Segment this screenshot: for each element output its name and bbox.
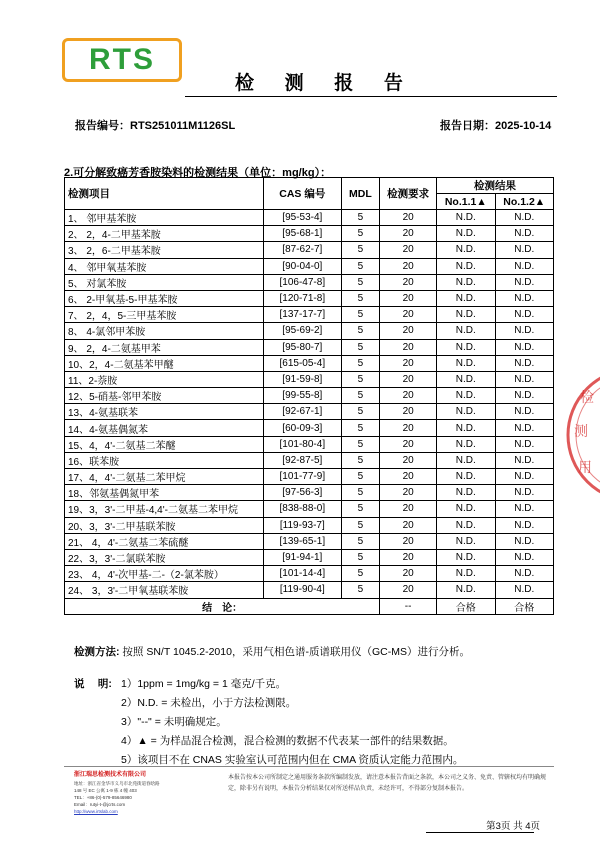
result-sample1: N.D. (437, 339, 495, 355)
cas-number: [91-94-1] (264, 549, 341, 565)
cas-number: [95-53-4] (264, 210, 341, 226)
note-item: 5）该项目不在 CNAS 实验室认可范围内但在 CMA 资质认定能力范围内。 (121, 754, 464, 766)
item-name: 20、3，3'-二甲基联苯胺 (65, 517, 264, 533)
mdl-value: 5 (341, 339, 380, 355)
svg-text:检: 检 (580, 390, 594, 406)
item-name: 23、 4，4'-次甲基-二-（2-氯苯胺） (65, 566, 264, 582)
cas-number: [139-65-1] (264, 533, 341, 549)
item-name: 10、2，4-二氨基苯甲醚 (65, 355, 264, 371)
company-address-2: 148 号 EC 公寓 1-9 栋 4 幢 403 (74, 788, 137, 793)
cas-number: [615-05-4] (264, 355, 341, 371)
result-sample1: N.D. (437, 355, 495, 371)
conclusion-label: 结 论： (65, 598, 380, 614)
report-number-label: 报告编号： (75, 120, 130, 132)
result-sample2: N.D. (495, 533, 553, 549)
result-sample1: N.D. (437, 485, 495, 501)
result-sample1: N.D. (437, 501, 495, 517)
item-name: 13、4-氨基联苯 (65, 404, 264, 420)
company-tel: TEL：+86-(0)-579-85646980 (74, 795, 132, 800)
cas-number: [92-67-1] (264, 404, 341, 420)
cas-number: [95-68-1] (264, 226, 341, 242)
note-item: 1）1ppm = 1mg/kg = 1 毫克/千克。 (121, 678, 287, 690)
result-sample1: N.D. (437, 404, 495, 420)
mdl-value: 5 (341, 436, 380, 452)
company-website-link[interactable]: http://www.irtslab.com (74, 809, 118, 814)
table-row (65, 436, 554, 452)
table-row (65, 388, 554, 404)
mdl-value: 5 (341, 452, 380, 468)
result-sample2: N.D. (495, 339, 553, 355)
result-sample1: N.D. (437, 566, 495, 582)
result-sample2: N.D. (495, 566, 553, 582)
result-sample1: N.D. (437, 452, 495, 468)
cas-number: [119-93-7] (264, 517, 341, 533)
table-row (65, 371, 554, 387)
cas-number: [838-88-0] (264, 501, 341, 517)
result-sample1: N.D. (437, 323, 495, 339)
table-row (65, 420, 554, 436)
mdl-value: 5 (341, 420, 380, 436)
report-date: 2025-10-14 (495, 120, 552, 132)
table-row (65, 226, 554, 242)
notes-label: 说 明: (74, 678, 112, 690)
conclusion-sample2: 合格 (495, 598, 553, 614)
mdl-value: 5 (341, 404, 380, 420)
cas-number: [91-59-8] (264, 371, 341, 387)
table-row (65, 452, 554, 468)
footer-disclaimer: 本报告按本公司所制定之通用服务条款所编制发放，请注意本报告背面之条款，本公司之义务、免责、管辖权均有明确规定，除非另有说明，本报告分析结果仅对所送样品负责，未经许可，不得部分复制本报告。 (228, 775, 547, 792)
requirement-value: 20 (380, 549, 437, 565)
mdl-value: 5 (341, 355, 380, 371)
result-sample2: N.D. (495, 404, 553, 420)
cas-number: [97-56-3] (264, 485, 341, 501)
table-row (65, 274, 554, 290)
company-name: 浙江瑞思检测技术有限公司 (74, 772, 147, 778)
result-sample2: N.D. (495, 371, 553, 387)
result-sample1: N.D. (437, 226, 495, 242)
result-sample2: N.D. (495, 420, 553, 436)
result-sample2: N.D. (495, 258, 553, 274)
cas-number: [95-80-7] (264, 339, 341, 355)
result-sample2: N.D. (495, 517, 553, 533)
svg-text:测: 测 (574, 424, 588, 440)
result-sample2: N.D. (495, 355, 553, 371)
requirement-value: 20 (380, 323, 437, 339)
requirement-value: 20 (380, 388, 437, 404)
cas-number: [137-17-7] (264, 307, 341, 323)
requirement-value: 20 (380, 258, 437, 274)
mdl-value: 5 (341, 258, 380, 274)
header-sample2: No.1.2▲ (495, 194, 553, 210)
cas-number: [87-62-7] (264, 242, 341, 258)
mdl-value: 5 (341, 323, 380, 339)
results-body (65, 210, 554, 615)
table-row (65, 566, 554, 582)
table-row (65, 307, 554, 323)
cas-number: [106-47-8] (264, 274, 341, 290)
report-number: RTS251011M1126SL (130, 120, 236, 132)
mdl-value: 5 (341, 501, 380, 517)
item-name: 4、 邻甲氧基苯胺 (65, 258, 264, 274)
conclusion-row (65, 598, 554, 614)
requirement-value: 20 (380, 436, 437, 452)
requirement-value: 20 (380, 210, 437, 226)
result-sample1: N.D. (437, 307, 495, 323)
header-mdl: MDL (341, 178, 380, 210)
item-name: 21、 4，4'-二氨基二苯硫醚 (65, 533, 264, 549)
company-info (74, 771, 214, 815)
result-sample2: N.D. (495, 290, 553, 306)
table-row (65, 404, 554, 420)
requirement-value: 20 (380, 582, 437, 598)
table-row (65, 533, 554, 549)
mdl-value: 5 (341, 388, 380, 404)
cas-number: [92-87-5] (264, 452, 341, 468)
result-sample1: N.D. (437, 549, 495, 565)
result-sample1: N.D. (437, 436, 495, 452)
result-sample1: N.D. (437, 469, 495, 485)
table-row (65, 549, 554, 565)
cas-number: [101-77-9] (264, 469, 341, 485)
result-sample2: N.D. (495, 388, 553, 404)
mdl-value: 5 (341, 290, 380, 306)
item-name: 6、 2-甲氧基-5-甲基苯胺 (65, 290, 264, 306)
mdl-value: 5 (341, 242, 380, 258)
requirement-value: 20 (380, 533, 437, 549)
mdl-value: 5 (341, 566, 380, 582)
result-sample2: N.D. (495, 226, 553, 242)
requirement-value: 20 (380, 469, 437, 485)
note-item: 4）▲ = 为样品混合检测，混合检测的数据不代表某一部件的结果数据。 (121, 735, 454, 747)
result-sample1: N.D. (437, 258, 495, 274)
mdl-value: 5 (341, 517, 380, 533)
table-row (65, 485, 554, 501)
mdl-value: 5 (341, 533, 380, 549)
result-sample1: N.D. (437, 210, 495, 226)
mdl-value: 5 (341, 582, 380, 598)
item-name: 11、2-萘胺 (65, 371, 264, 387)
note-item: 2）N.D. = 未检出，小于方法检测限。 (121, 697, 297, 709)
item-name: 15、4，4'-二氨基二苯醚 (65, 436, 264, 452)
item-name: 14、4-氨基偶氮苯 (65, 420, 264, 436)
result-sample2: N.D. (495, 323, 553, 339)
mdl-value: 5 (341, 226, 380, 242)
item-name: 2、 2，4-二甲基苯胺 (65, 226, 264, 242)
company-address: 地址：浙江省金华市义乌市北苑街道春晗路 (74, 781, 160, 786)
table-row (65, 501, 554, 517)
table-row (65, 210, 554, 226)
result-sample1: N.D. (437, 274, 495, 290)
result-sample1: N.D. (437, 517, 495, 533)
result-sample2: N.D. (495, 485, 553, 501)
header-result: 检测结果 (437, 178, 554, 194)
logo-text: RTS (89, 43, 155, 76)
note-item: 3）"--" = 未明确规定。 (121, 716, 227, 728)
table-row (65, 339, 554, 355)
mdl-value: 5 (341, 469, 380, 485)
requirement-value: 20 (380, 420, 437, 436)
method-label: 检测方法: (74, 646, 120, 658)
header-item: 检测项目 (65, 178, 264, 210)
item-name: 5、 对氯苯胺 (65, 274, 264, 290)
page-number: 第3页 共 4页 (486, 821, 540, 832)
requirement-value: 20 (380, 226, 437, 242)
table-row (65, 355, 554, 371)
item-name: 1、 邻甲基苯胺 (65, 210, 264, 226)
item-name: 8、 4-氯邻甲苯胺 (65, 323, 264, 339)
item-name: 3、 2，6-二甲基苯胺 (65, 242, 264, 258)
report-date-row (440, 117, 551, 133)
cas-number: [101-14-4] (264, 566, 341, 582)
result-sample2: N.D. (495, 274, 553, 290)
result-sample2: N.D. (495, 242, 553, 258)
requirement-value: 20 (380, 355, 437, 371)
requirement-value: 20 (380, 517, 437, 533)
results-table (64, 177, 554, 615)
svg-text:用: 用 (578, 460, 592, 476)
result-sample1: N.D. (437, 582, 495, 598)
item-name: 18、邻氨基偶氮甲苯 (65, 485, 264, 501)
result-sample2: N.D. (495, 469, 553, 485)
header-requirement: 检测要求 (380, 178, 437, 210)
result-sample1: N.D. (437, 533, 495, 549)
table-row (65, 258, 554, 274)
mdl-value: 5 (341, 485, 380, 501)
result-sample2: N.D. (495, 501, 553, 517)
footer-divider (64, 766, 554, 767)
result-sample1: N.D. (437, 388, 495, 404)
result-sample2: N.D. (495, 210, 553, 226)
item-name: 22、3，3'-二氯联苯胺 (65, 549, 264, 565)
requirement-value: 20 (380, 290, 437, 306)
seal-stamp (566, 360, 600, 510)
requirement-value: 20 (380, 501, 437, 517)
page-number-underline (426, 832, 534, 833)
header-sample1: No.1.1▲ (437, 194, 495, 210)
company-logo (62, 38, 182, 82)
method-text: 按照 SN/T 1045.2-2010，采用气相色谱-质谱联用仪（GC-MS）进行分析。 (122, 646, 470, 658)
item-name: 9、 2，4-二氨基甲苯 (65, 339, 264, 355)
result-sample2: N.D. (495, 307, 553, 323)
cas-number: [95-69-2] (264, 323, 341, 339)
table-row (65, 582, 554, 598)
mdl-value: 5 (341, 210, 380, 226)
item-name: 19、3，3'-二甲基-4,4'-二氨基二苯甲烷 (65, 501, 264, 517)
result-sample2: N.D. (495, 582, 553, 598)
mdl-value: 5 (341, 549, 380, 565)
item-name: 12、5-硝基-邻甲苯胺 (65, 388, 264, 404)
item-name: 24、 3，3'-二甲氧基联苯胺 (65, 582, 264, 598)
requirement-value: 20 (380, 242, 437, 258)
result-sample2: N.D. (495, 452, 553, 468)
cas-number: [119-90-4] (264, 582, 341, 598)
report-date-label: 报告日期： (440, 120, 495, 132)
requirement-value: 20 (380, 307, 437, 323)
conclusion-requirement: -- (380, 598, 437, 614)
conclusion-sample1: 合格 (437, 598, 495, 614)
requirement-value: 20 (380, 371, 437, 387)
cas-number: [101-80-4] (264, 436, 341, 452)
result-sample1: N.D. (437, 290, 495, 306)
result-sample1: N.D. (437, 371, 495, 387)
header-cas: CAS 编号 (264, 178, 341, 210)
test-method (74, 644, 470, 659)
requirement-value: 20 (380, 274, 437, 290)
result-sample2: N.D. (495, 549, 553, 565)
cas-number: [60-09-3] (264, 420, 341, 436)
company-email: Email：rutyi-t-@jcrts.com (74, 802, 126, 807)
report-number-row (75, 117, 235, 133)
cas-number: [99-55-8] (264, 388, 341, 404)
requirement-value: 20 (380, 566, 437, 582)
table-row (65, 242, 554, 258)
mdl-value: 5 (341, 307, 380, 323)
section-title: 2.可分解致癌芳香胺染料的检测结果（单位：mg/kg）： (64, 167, 332, 179)
mdl-value: 5 (341, 371, 380, 387)
item-name: 16、联苯胺 (65, 452, 264, 468)
requirement-value: 20 (380, 404, 437, 420)
cas-number: [90-04-0] (264, 258, 341, 274)
table-row (65, 290, 554, 306)
table-row (65, 469, 554, 485)
table-row (65, 323, 554, 339)
mdl-value: 5 (341, 274, 380, 290)
result-sample2: N.D. (495, 436, 553, 452)
item-name: 7、 2，4，5-三甲基苯胺 (65, 307, 264, 323)
requirement-value: 20 (380, 452, 437, 468)
report-title: 检 测 报 告 (235, 72, 415, 94)
table-row (65, 517, 554, 533)
result-sample1: N.D. (437, 420, 495, 436)
item-name: 17、4，4'-二氨基二苯甲烷 (65, 469, 264, 485)
requirement-value: 20 (380, 485, 437, 501)
title-underline (185, 96, 557, 97)
result-sample1: N.D. (437, 242, 495, 258)
requirement-value: 20 (380, 339, 437, 355)
cas-number: [120-71-8] (264, 290, 341, 306)
